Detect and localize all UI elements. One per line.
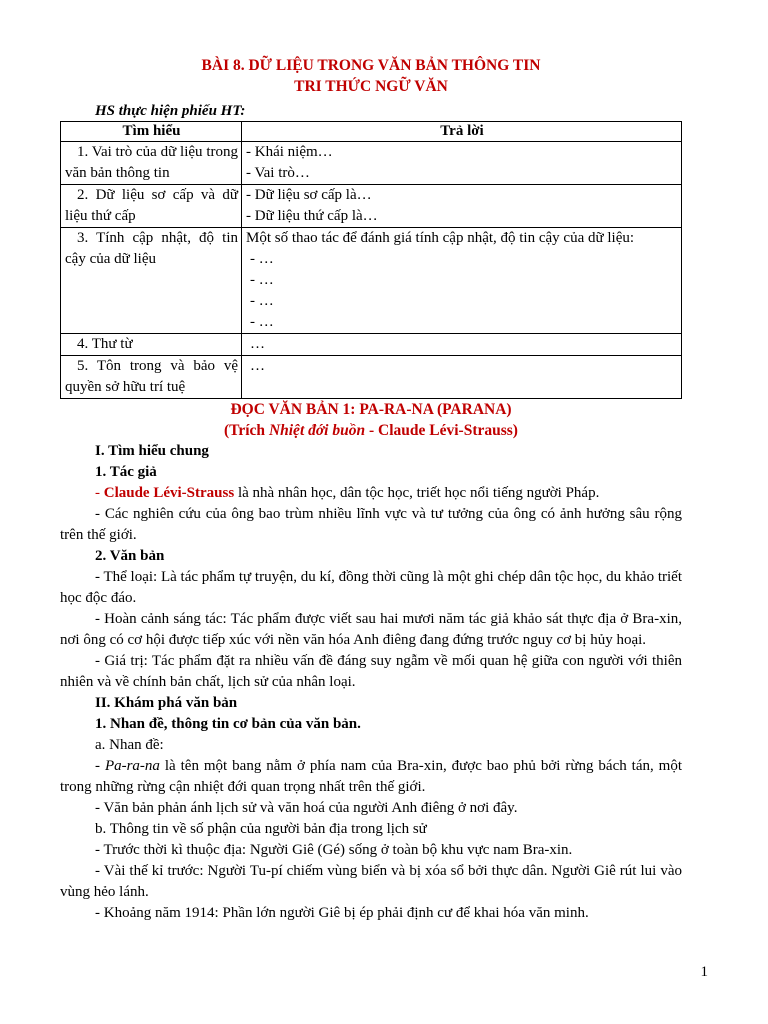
table-cell-answer (242, 185, 682, 228)
table-row (61, 356, 682, 399)
answer-line: - Khái niệm… (246, 144, 333, 160)
lesson-subtitle: TRI THỨC NGỮ VĂN (294, 78, 448, 95)
answer-line: - … (250, 314, 274, 330)
paragraph: - Các nghiên cứu của ông bao trùm nhiều lĩnh vực và tư tưởng của ông có ảnh hưởng sâu rộng trên thế giới. (60, 506, 682, 543)
table-row (61, 334, 682, 356)
table-cell-question: 3. Tính cập nhật, độ tin cậy của dữ liệu (61, 228, 242, 334)
answer-line: - Vai trò… (246, 165, 310, 181)
subsection-heading: 1. Tác giả (95, 464, 157, 480)
table-cell-answer (242, 142, 682, 185)
table-cell-answer (242, 356, 682, 399)
worksheet-label: HS thực hiện phiếu HT: (95, 103, 246, 119)
table-row (61, 185, 682, 228)
document-page (60, 52, 682, 924)
author-name: Claude Lévi-Strauss (103, 485, 235, 501)
paragraph: - Giá trị: Tác phẩm đặt ra nhiều vấn đề đáng suy ngẫm về mối quan hệ giữa con người với thiên nhiên và về chính bản chất, lịch sử của nhân loại. (60, 653, 682, 690)
paragraph: - Thể loại: Là tác phẩm tự truyện, du kí, đồng thời cũng là một ghi chép dân tộc học, du khảo triết học độc đáo. (60, 569, 682, 606)
table-cell-question: 1. Vai trò của dữ liệu trong văn bản thông tin (61, 142, 242, 185)
sub-heading: b. Thông tin về số phận của người bản địa trong lịch sử (95, 821, 427, 837)
table-cell-question: 4. Thư từ (61, 334, 242, 356)
reading-title: ĐỌC VĂN BẢN 1: PA-RA-NA (PARANA) (230, 401, 512, 418)
answer-line: Một số thao tác để đánh giá tính cập nhật, độ tin cậy của dữ liệu: (246, 230, 635, 246)
subsection-heading: 1. Nhan đề, thông tin cơ bản của văn bản. (95, 716, 361, 732)
answer-line: - … (250, 251, 274, 267)
paragraph: - Hoàn cảnh sáng tác: Tác phẩm được viết sau hai mươi năm tác giả khảo sát thực địa ở Bra-xin, nơi ông có cơ hội được tiếp xúc với nền văn hóa Anh điêng đang đứng trước nguy cơ bị hủy hoại. (60, 611, 682, 648)
table-cell-question: 2. Dữ liệu sơ cấp và dữ liệu thứ cấp (61, 185, 242, 228)
answer-line: - Dữ liệu thứ cấp là… (246, 208, 378, 224)
answer-line: - Dữ liệu sơ cấp là… (246, 187, 372, 203)
lesson-title: BÀI 8. DỮ LIỆU TRONG VĂN BẢN THÔNG TIN (201, 57, 541, 74)
sub-heading: a. Nhan đề: (95, 737, 164, 753)
author-paragraph: - Claude Lévi-Strauss là nhà nhân học, dân tộc học, triết học nổi tiếng người Pháp. (95, 485, 600, 501)
answer-line: - … (250, 293, 274, 309)
reading-source: (Trích Nhiệt đới buồn - Claude Lévi-Strauss) (224, 422, 518, 439)
paragraph: - Văn bản phản ánh lịch sử và văn hoá của người Anh điêng ở nơi đây. (95, 800, 518, 816)
table-cell-answer (242, 228, 682, 334)
table-header-row (61, 122, 682, 142)
table-header-answer: Trả lời (242, 122, 682, 142)
table-cell-answer (242, 334, 682, 356)
subsection-heading: 2. Văn bản (95, 548, 165, 564)
worksheet-table (60, 121, 682, 399)
section-heading: II. Khám phá văn bản (95, 695, 238, 711)
table-row (61, 228, 682, 334)
paragraph: - Vài thế kỉ trước: Người Tu-pí chiếm vùng biển và bị xóa sổ bởi thực dân. Người Giê rút lui vào vùng hẻo lánh. (60, 863, 682, 900)
answer-line: … (250, 336, 265, 352)
table-cell-question: 5. Tôn trong và bảo vệ quyền sở hữu trí tuệ (61, 356, 242, 399)
answer-line: … (250, 358, 265, 374)
answer-line: - … (250, 272, 274, 288)
table-header-question: Tìm hiểu (61, 122, 242, 142)
section-heading: I. Tìm hiểu chung (95, 443, 209, 459)
table-row (61, 142, 682, 185)
paragraph: - Pa-ra-na là tên một bang nằm ở phía nam của Bra-xin, được bao phủ bởi rừng bách tán, một trong những rừng cận nhiệt đới quan trọng nhất trên thế giới. (60, 758, 683, 795)
paragraph: - Khoảng năm 1914: Phần lớn người Giê bị ép phải định cư để khai hóa văn minh. (95, 905, 589, 921)
page-number: 1 (700, 964, 708, 980)
paragraph: - Trước thời kì thuộc địa: Người Giê (Gé) sống ở toàn bộ khu vực nam Bra-xin. (95, 842, 573, 858)
